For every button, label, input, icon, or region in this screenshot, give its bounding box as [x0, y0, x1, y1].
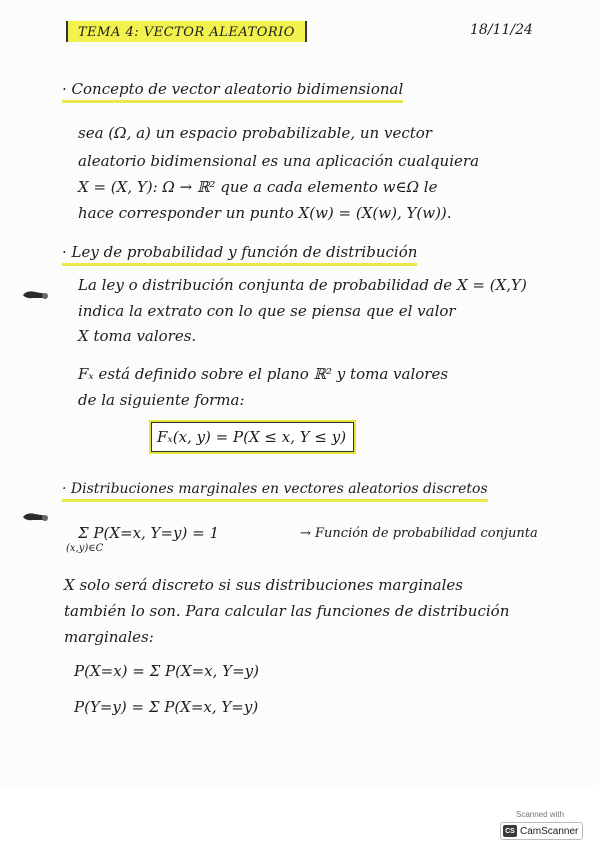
binder-ring-icon — [21, 508, 49, 520]
text-line: hace corresponder un punto X(w) = (X(w), Y(w)). — [78, 204, 452, 222]
section-heading-vector: · Concepto de vector aleatorio bidimensional — [62, 80, 403, 98]
text-line: sea (Ω, a) un espacio probabilizable, un vector — [78, 124, 432, 142]
page-title: TEMA 4: VECTOR ALEATORIO — [66, 21, 307, 42]
text-line: aleatorio bidimensional es una aplicación cualquiera — [78, 152, 480, 170]
camscanner-name: CamScanner — [520, 825, 579, 837]
marginal-formula-x: P(X=x) = Σ P(X=x, Y=y) — [74, 662, 259, 680]
sum-subscript: (x,y)∈C — [66, 543, 104, 554]
text-line: X = (X, Y): Ω → ℝ² que a cada elemento w∈Ω le — [78, 178, 438, 196]
text-line: marginales: — [64, 628, 154, 646]
text-line: Fₓ está definido sobre el plano ℝ² y toma valores — [78, 365, 449, 383]
section-heading-marginales: · Distribuciones marginales en vectores aleatorios discretos — [62, 481, 488, 497]
sum-formula: Σ P(X=x, Y=y) = 1 — [78, 524, 220, 542]
camscanner-logo-icon: CS — [503, 825, 517, 837]
marginal-formula-y: P(Y=y) = Σ P(X=x, Y=y) — [74, 698, 259, 716]
distribution-formula: Fₓ(x, y) = P(X ≤ x, Y ≤ y) — [149, 420, 356, 454]
binder-ring-icon — [21, 286, 49, 298]
camscanner-badge — [500, 822, 583, 840]
text-line: indica la extrato con lo que se piensa que el valor — [78, 302, 456, 320]
text-line: La ley o distribución conjunta de probabilidad de X = (X,Y) — [78, 276, 527, 294]
text-line: X toma valores. — [78, 327, 197, 345]
section-heading-ley: · Ley de probabilidad y función de distribución — [62, 243, 417, 261]
sum-note: → Función de probabilidad conjunta — [300, 526, 538, 541]
text-line: de la siguiente forma: — [78, 391, 245, 409]
text-line: también lo son. Para calcular las funciones de distribución — [64, 602, 510, 620]
scanner-label: Scanned with — [516, 810, 565, 819]
date: 18/11/24 — [470, 22, 533, 38]
text-line: X solo será discreto si sus distribuciones marginales — [64, 576, 463, 594]
